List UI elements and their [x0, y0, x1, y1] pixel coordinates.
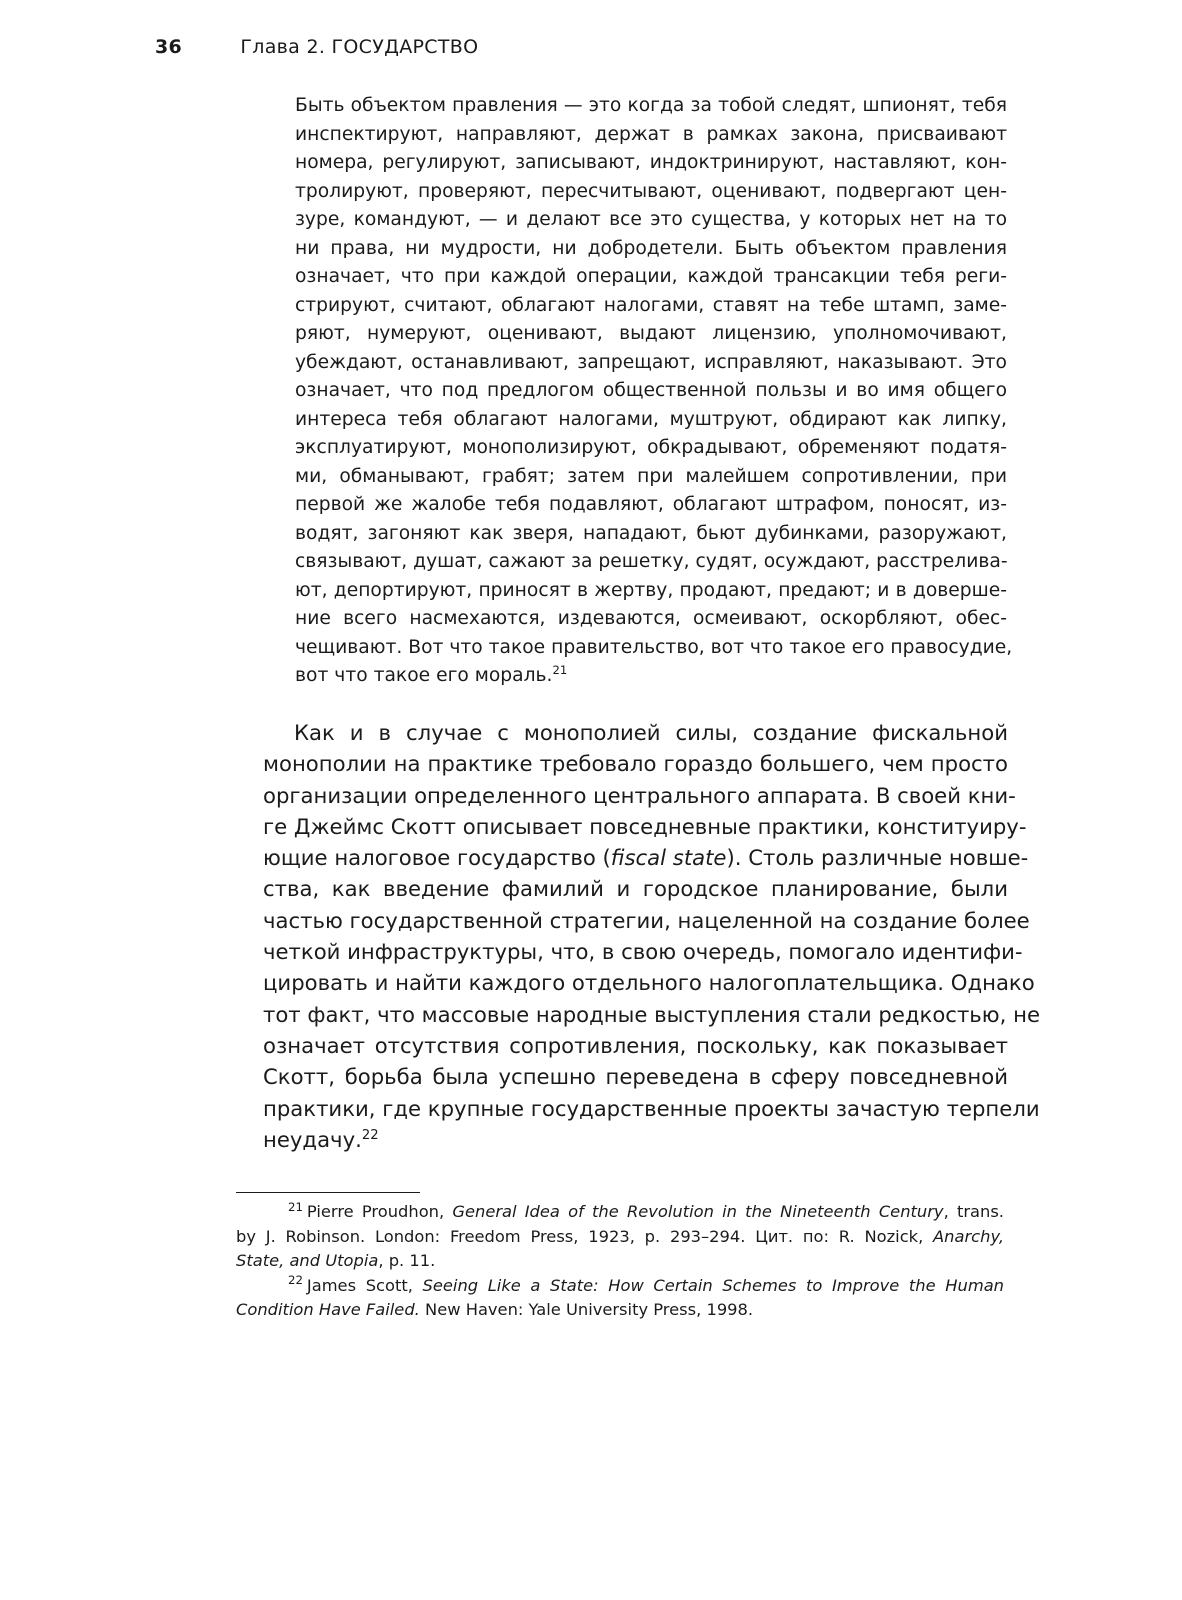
quote-line: ми, обманывают, грабят; затем при малейшем сопротивлении, при — [295, 465, 1007, 487]
footnote-ref-22[interactable]: 22 — [361, 1127, 379, 1143]
footnote-22-line — [236, 1274, 1004, 1299]
footnote-21-line — [236, 1225, 1004, 1250]
quote-line: тролируют, проверяют, пересчитывают, оценивают, подвергают цен- — [295, 180, 1007, 202]
quote-line: водят, загоняют как зверя, нападают, бьют дубинками, разоружают, — [295, 522, 1007, 544]
italic-term: fiscal state — [610, 845, 727, 871]
footnote-21-line — [236, 1200, 1004, 1225]
footnote-divider — [236, 1192, 420, 1193]
paragraph-line: Как и в случае с монополией силы, создание фискальной — [294, 720, 1008, 745]
quote-line: инспектируют, направляют, держат в рамках закона, присваивают — [295, 123, 1007, 145]
footnote-text: , trans. — [943, 1202, 1004, 1221]
paragraph-line — [263, 842, 1029, 873]
chapter-title: Глава 2. ГОСУДАРСТВО — [240, 36, 479, 58]
footnote-22-line — [236, 1298, 1004, 1323]
quote-line: Быть объектом правления — это когда за тобой следят, шпионят, тебя — [295, 95, 1007, 116]
quote-line: чещивают. Вот что такое правительство, вот что такое его правосудие, — [295, 636, 1013, 658]
quote-line: означает, что под предлогом общественной пользы и во имя общего — [295, 380, 1007, 401]
footnote-text: , p. 11. — [378, 1251, 436, 1270]
footnote-ref-21[interactable]: 21 — [552, 662, 568, 677]
paragraph-line: монополии на практике требовало гораздо большего, чем просто — [263, 751, 1008, 777]
footnote-title: General Idea of the Revolution in the Nineteenth Century — [452, 1202, 944, 1221]
paragraph-line: четкой инфраструктуры, что, в свою очередь, помогало идентифи- — [263, 939, 1023, 965]
footnote-number: 22 — [288, 1273, 303, 1288]
footnote-title: Anarchy, — [933, 1226, 1004, 1246]
quote-line: ют, депортируют, приносят в жертву, продают, предают; и в доверше- — [295, 579, 1007, 601]
quote-line: ни права, ни мудрости, ни добродетели. Быть объектом правления — [295, 237, 1007, 259]
paragraph-line: ге Джеймс Скотт описывает повседневные практики, конституиру- — [263, 813, 1027, 839]
quote-line-text: вот что такое его мораль. — [295, 665, 553, 686]
paragraph-line: тот факт, что массовые народные выступления стали редкостью, не — [263, 1001, 1040, 1027]
footnote-title: State, and Utopia — [236, 1251, 379, 1270]
footnote-number: 21 — [288, 1199, 303, 1214]
paragraph-line: ства, как введение фамилий и городское планирование, были — [263, 876, 1008, 902]
footnote-title: Seeing Like a State: How Certain Schemes to Improve the Human — [422, 1275, 1004, 1295]
paragraph-line — [263, 1124, 1008, 1155]
quote-line: первой же жалобе тебя подавляют, облагают штрафом, поносят, из- — [295, 494, 1007, 515]
block-quote — [295, 92, 1013, 691]
paragraph-text: неудачу. — [263, 1126, 362, 1152]
footnote-21-line — [236, 1249, 1004, 1274]
footnote-author: James Scott, — [306, 1275, 423, 1295]
quote-line: интереса тебя облагают налогами, муштруют, обдирают как липку, — [295, 408, 1007, 430]
footnote-text: New Haven: Yale University Press, 1998. — [419, 1300, 754, 1319]
quote-line: зуре, командуют, — и делают все это существа, у которых нет на то — [295, 209, 1007, 230]
page-number: 36 — [155, 36, 183, 58]
paragraph-line: практики, где крупные государственные проекты зачастую терпели — [263, 1095, 1040, 1121]
quote-line: стрируют, считают, облагают налогами, ставят на тебе штамп, заме- — [295, 294, 1007, 316]
footnote-text: by J. Robinson. London: Freedom Press, 1923, p. 293–294. Цит. по: R. Nozick, — [236, 1226, 934, 1246]
quote-line: ние всего насмехаются, издеваются, осмеивают, оскорбляют, обес- — [295, 608, 1007, 629]
quote-line — [295, 662, 1007, 691]
paragraph-line: Скотт, борьба была успешно переведена в сферу повседневной — [263, 1064, 1008, 1090]
paragraph-line: организации определенного центрального аппарата. В своей кни- — [263, 782, 1016, 808]
main-paragraph — [263, 717, 1040, 1155]
footnotes — [236, 1200, 1004, 1323]
footnote-author: Pierre Proudhon, — [306, 1202, 453, 1221]
paragraph-line: цировать и найти каждого отдельного налогоплательщика. Однако — [263, 970, 1035, 996]
quote-line: ряют, нумеруют, оценивают, выдают лицензию, уполномочивают, — [295, 323, 1007, 344]
quote-line: эксплуатируют, монополизируют, обкрадывают, обременяют податя- — [295, 437, 1007, 458]
footnote-title: Condition Have Failed. — [236, 1300, 420, 1319]
quote-line: означает, что при каждой операции, каждой трансакции тебя реги- — [295, 266, 1007, 287]
paragraph-line: означает отсутствия сопротивления, поскольку, как показывает — [263, 1032, 1008, 1058]
quote-line: убеждают, останавливают, запрещают, исправляют, наказывают. Это — [295, 351, 1007, 373]
paragraph-line: частью государственной стратегии, нацеленной на создание более — [263, 907, 1030, 933]
paragraph-text: ющие налоговое государство ( — [263, 845, 611, 871]
quote-line: номера, регулируют, записывают, индоктринируют, наставляют, кон- — [295, 152, 1007, 173]
running-head — [155, 36, 478, 58]
paragraph-text: ). Столь различные новше- — [726, 845, 1029, 871]
quote-line: связывают, душат, сажают за решетку, судят, осуждают, расстрелива- — [295, 551, 1008, 572]
